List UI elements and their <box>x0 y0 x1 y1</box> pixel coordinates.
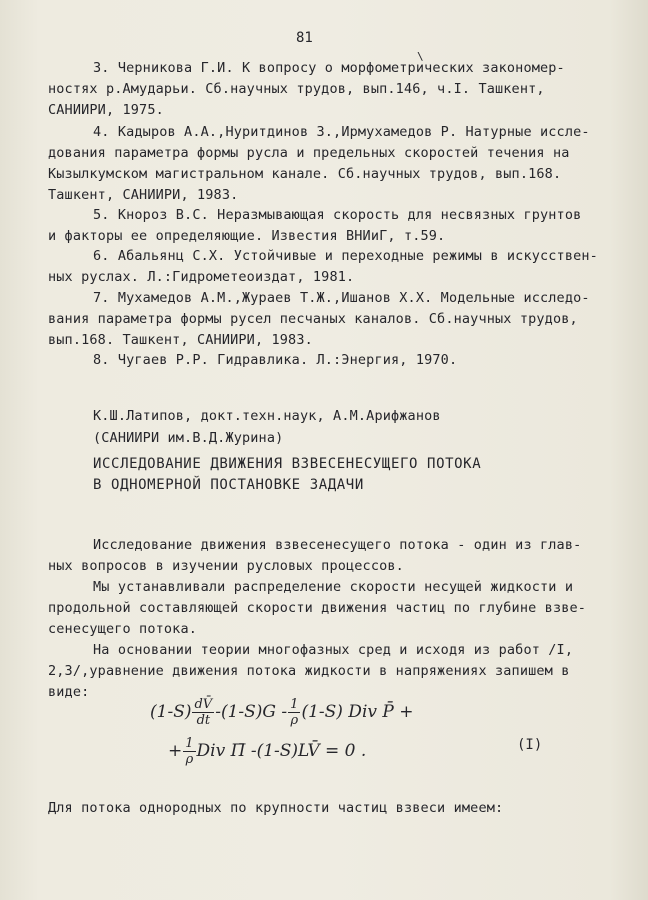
equation-term: Div Π̄ -(1-S)LV̄ = 0 . <box>196 741 367 761</box>
fraction: $\frac{1}{\rho}$ <box>290 697 299 728</box>
equation-term: (1-S) <box>150 702 192 722</box>
body-line: продольной составляющей скорости движения частиц по глубине взве- <box>48 600 587 616</box>
equation-number: (I) <box>517 737 543 753</box>
equation-term: + <box>168 741 183 761</box>
article-title-line: ИССЛЕДОВАНИЕ ДВИЖЕНИЯ ВЗВЕСЕНЕСУЩЕГО ПОТОКА <box>93 456 482 472</box>
reference-line: 7. Мухамедов А.М.,Жураев Т.Ж.,Ишанов Х.Х. Модельные исследо- <box>93 290 590 306</box>
body-line: ных вопросов в изучении русловых процессов. <box>48 558 404 574</box>
body-line: На основании теории многофазных сред и исходя из работ /I, <box>93 642 574 658</box>
reference-line: дования параметра формы русла и предельных скоростей течения на <box>48 145 570 161</box>
body-line: 2,3/,уравнение движения потока жидкости в напряжениях запишем в <box>48 663 570 679</box>
body-line: виде: <box>48 684 90 700</box>
fraction: $\frac{dV̄}{dt}$ <box>194 697 213 728</box>
body-line: сенесущего потока. <box>48 621 197 637</box>
fraction: $\frac{1}{\rho}$ <box>185 736 194 767</box>
reference-line: вып.168. Ташкент, САНИИРИ, 1983. <box>48 332 313 348</box>
body-line: Для потока однородных по крупности частиц взвеси имеем: <box>48 800 504 816</box>
affiliation: (САНИИРИ им.В.Д.Журина) <box>93 430 284 446</box>
equation-line-1 <box>150 697 413 728</box>
reference-line: 4. Кадыров А.А.,Нуритдинов З.,Ирмухамедов Р. Натурные иссле- <box>93 124 590 140</box>
reference-line: Ташкент, САНИИРИ, 1983. <box>48 187 239 203</box>
reference-line: ных руслах. Л.:Гидрометеоиздат, 1981. <box>48 269 355 285</box>
reference-line: и факторы ее определяющие. Известия ВНИиГ, т.59. <box>48 228 446 244</box>
body-line: Исследование движения взвесенесущего потока - один из глав- <box>93 537 582 553</box>
reference-line: 8. Чугаев Р.Р. Гидравлика. Л.:Энергия, 1970. <box>93 352 458 368</box>
equation-line-2 <box>168 736 366 767</box>
body-line: Мы устанавливали распределение скорости несущей жидкости и <box>93 579 574 595</box>
reference-line: 6. Абальянц С.Х. Устойчивые и переходные режимы в искусствен- <box>93 248 598 264</box>
article-title-line: В ОДНОМЕРНОЙ ПОСТАНОВКЕ ЗАДАЧИ <box>93 477 364 493</box>
reference-line: 3. Черникова Г.И. К вопросу о морфометрических закономер- <box>93 60 565 76</box>
reference-line: Кызылкумском магистральном канале. Сб.научных трудов, вып.168. <box>48 166 562 182</box>
margin-mark: \ <box>417 50 424 63</box>
equation-term: -(1-S)G - <box>215 702 288 722</box>
reference-line: 5. Кнороз В.С. Неразмывающая скорость для несвязных грунтов <box>93 207 582 223</box>
equation-term: (1-S) Div P̄ + <box>301 702 414 722</box>
page-number: 81 <box>296 30 313 46</box>
authors: К.Ш.Латипов, докт.техн.наук, А.М.Арифжанов <box>93 408 441 424</box>
reference-line: вания параметра формы русел песчаных каналов. Сб.научных трудов, <box>48 311 578 327</box>
reference-line: САНИИРИ, 1975. <box>48 102 164 118</box>
reference-line: ностях р.Амударьи. Сб.научных трудов, вып.146, ч.I. Ташкент, <box>48 81 545 97</box>
